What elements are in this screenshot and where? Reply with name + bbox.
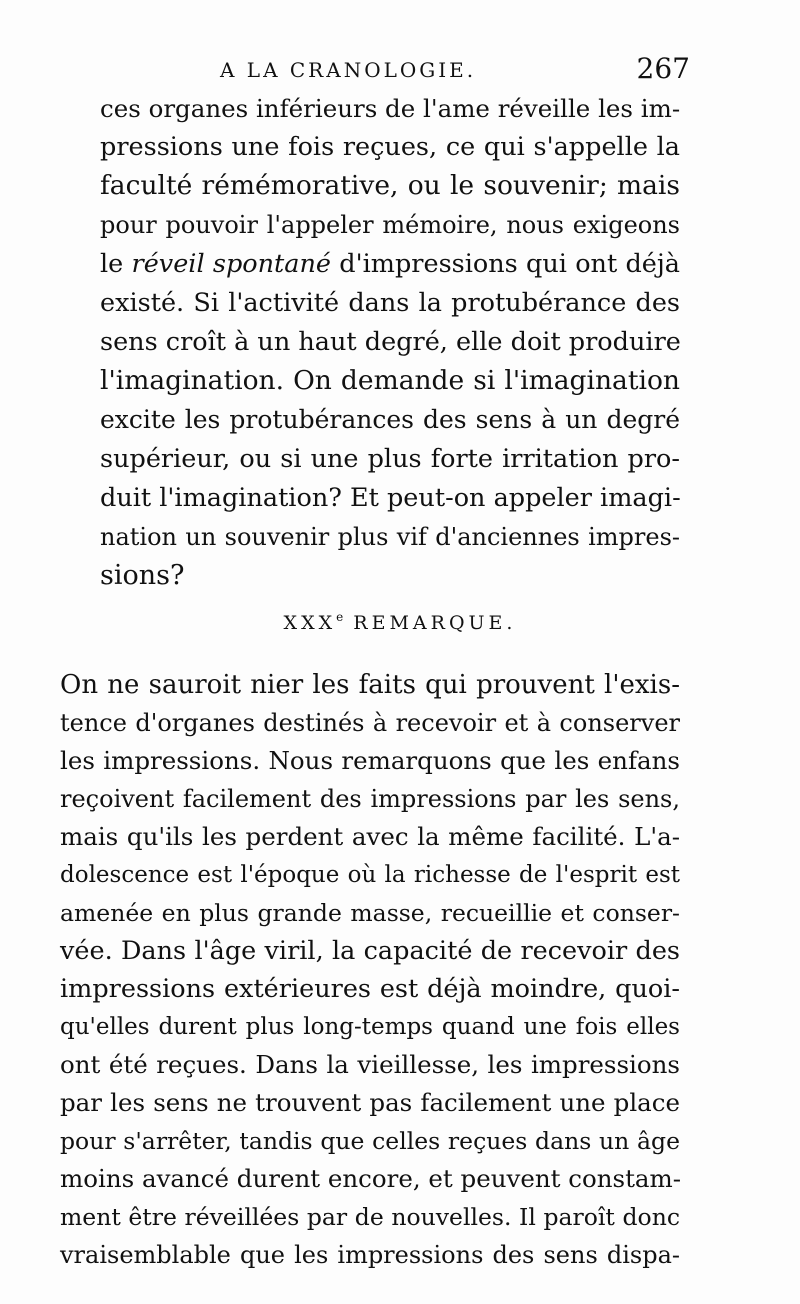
page-number: 267	[636, 52, 690, 85]
heading-superscript: e	[336, 610, 344, 624]
text-line: l'imagination. On demande si l'imagination	[100, 365, 680, 396]
text-line: amenée en plus grande masse, recueillie et conser-	[60, 899, 680, 927]
text-line: qu'elles durent plus long-temps quand une fois elles	[60, 1014, 680, 1040]
text-fragment: d'impressions qui ont déjà	[339, 249, 681, 279]
text-fragment: le	[100, 249, 124, 279]
text-line: existé. Si l'activité dans la protubérance des	[100, 288, 680, 318]
text-line: par les sens ne trouvent pas facilement une place	[60, 1088, 680, 1117]
text-line: reçoivent facilement des impressions par les sens,	[60, 785, 680, 813]
text-line: sions?	[100, 560, 185, 591]
text-line: faculté rémémorative, ou le souvenir; mais	[100, 170, 680, 201]
section-heading	[0, 610, 800, 634]
text-line: les impressions. Nous remarquons que les enfans	[60, 746, 680, 775]
emphasis-text: réveil spontané	[131, 249, 332, 279]
heading-numeral: XXX	[283, 612, 337, 634]
heading-word: REMARQUE.	[353, 612, 517, 634]
text-line: pour pouvoir l'appeler mémoire, nous exigeons	[100, 211, 680, 239]
text-line: supérieur, ou si une plus forte irritation pro-	[100, 444, 680, 474]
text-line: ces organes inférieurs de l'ame réveille les im-	[100, 94, 681, 123]
text-line-with-emphasis	[100, 245, 680, 283]
text-line: dolescence est l'époque où la richesse de l'esprit est	[60, 862, 680, 888]
running-head	[100, 52, 690, 88]
text-line: tence d'organes destinés à recevoir et à conserver	[60, 709, 680, 737]
text-line: nation un souvenir plus vif d'anciennes impres-	[100, 523, 680, 551]
text-line: On ne sauroit nier les faits qui prouvent l'exis-	[60, 670, 680, 700]
text-line: sens croît à un haut degré, elle doit produire	[100, 327, 681, 357]
text-line: pressions une fois reçues, ce qui s'appelle la	[100, 132, 680, 162]
text-line: ment être réveillées par de nouvelles. Il paroît donc	[60, 1203, 680, 1231]
text-line: vraisemblable que les impressions des sens dispa-	[60, 1241, 680, 1269]
text-line: excite les protubérances des sens à un degré	[100, 405, 680, 434]
text-line: duit l'imagination? Et peut-on appeler imagi-	[100, 483, 681, 513]
text-line: mais qu'ils les perdent avec la même facilité. L'a-	[60, 822, 680, 851]
running-title: A LA CRANOLOGIE.	[220, 58, 477, 82]
text-line: moins avancé durent encore, et peuvent constam-	[60, 1164, 682, 1193]
text-line: pour s'arrêter, tandis que celles reçues dans un âge	[60, 1127, 680, 1155]
text-line: impressions extérieures est déjà moindre, quoi-	[60, 974, 680, 1004]
text-line: ont été reçues. Dans la vieillesse, les impressions	[60, 1050, 680, 1079]
text-line: vée. Dans l'âge viril, la capacité de recevoir des	[60, 936, 680, 966]
